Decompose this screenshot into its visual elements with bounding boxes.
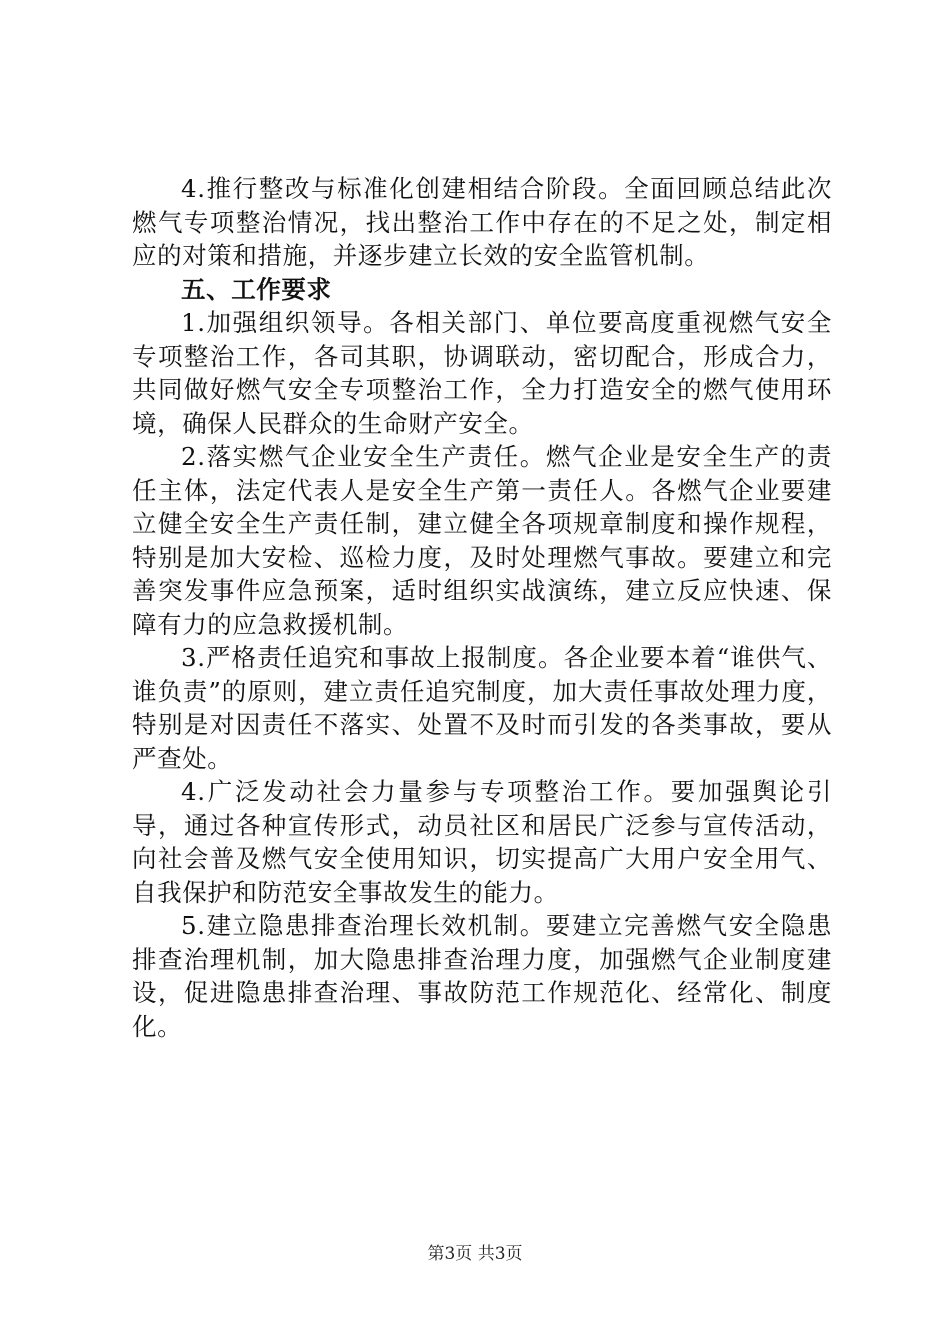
paragraph-requirement-5: 5.建立隐患排查治理长效机制。要建立完善燃气安全隐患排查治理机制，加大隐患排查治理力度，加强燃气企业制度建设，促进隐患排查治理、事故防范工作规范化、经常化、制度化。 (132, 911, 832, 1041)
page-number-label: 第3页 共3页 (427, 1244, 523, 1264)
paragraph-requirement-1: 1.加强组织领导。各相关部门、单位要高度重视燃气安全专项整治工作，各司其职，协调联动，密切配合，形成合力，共同做好燃气安全专项整治工作，全力打造安全的燃气使用环境，确保人民群众的生命财产安全。 (132, 308, 832, 438)
document-body (132, 172, 832, 1043)
page-footer (0, 1243, 950, 1265)
paragraph-requirement-3: 3.严格责任追究和事故上报制度。各企业要本着“谁供气、谁负责”的原则，建立责任追究制度，加大责任事故处理力度，特别是对因责任不落实、处置不及时而引发的各类事故，要从严查处。 (132, 643, 832, 773)
paragraph-stage-4: 4.推行整改与标准化创建相结合阶段。全面回顾总结此次燃气专项整治情况，找出整治工作中存在的不足之处，制定相应的对策和措施，并逐步建立长效的安全监管机制。 (132, 174, 832, 270)
paragraph-requirement-4: 4.广泛发动社会力量参与专项整治工作。要加强舆论引导，通过各种宣传形式，动员社区和居民广泛参与宣传活动，向社会普及燃气安全使用知识，切实提高广大用户安全用气、自我保护和防范安全事故发生的能力。 (132, 777, 832, 907)
paragraph-requirement-2: 2.落实燃气企业安全生产责任。燃气企业是安全生产的责任主体，法定代表人是安全生产第一责任人。各燃气企业要建立健全安全生产责任制，建立健全各项规章制度和操作规程，特别是加大安检、巡检力度，及时处理燃气事故。要建立和完善突发事件应急预案，适时组织实战演练，建立反应快速、保障有力的应急救援机制。 (132, 442, 832, 639)
section-heading-work-requirements: 五、工作要求 (181, 274, 332, 304)
